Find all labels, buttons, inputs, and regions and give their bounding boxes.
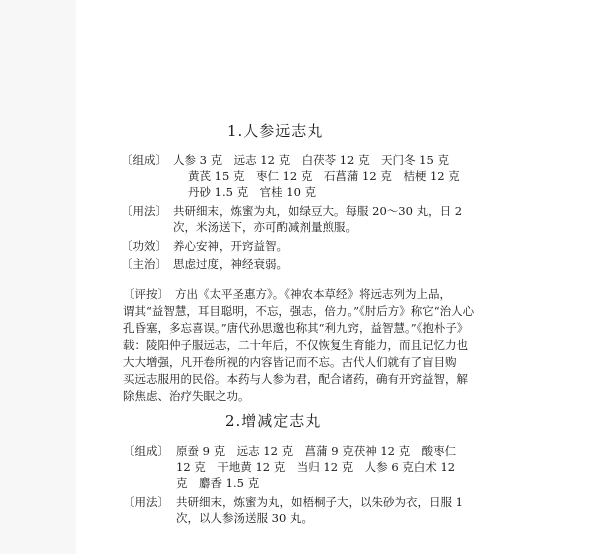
formula2-composition-line: 原蚕 9 克 远志 12 克 菖蒲 9 克茯神 12 克 酸枣仁: [176, 444, 457, 458]
formula1-composition-label: 〔组成〕: [121, 153, 167, 167]
formula1-title: 1.人参远志丸: [227, 122, 324, 140]
commentary-line: 大大增强，凡开卷所视的内容皆记而不忘。古代人们就有了盲目购: [123, 355, 457, 369]
formula1-effect-label: 〔功效〕: [121, 239, 167, 253]
formula1-indication-text: 思虑过度，神经衰弱。: [173, 257, 288, 271]
formula1-composition-line: 人参 3 克 远志 12 克 白茯苓 12 克 天门冬 15 克: [173, 153, 449, 167]
formula1-indication-label: 〔主治〕: [121, 257, 167, 271]
formula1-commentary-label: 〔评按〕: [123, 287, 169, 301]
formula2-usage-label: 〔用法〕: [123, 495, 169, 509]
formula2-composition-line: 克 麝香 1.5 克: [176, 476, 260, 490]
commentary-line: 孔昏塞，多忘喜误。”唐代孙思邈也称其“利九窍，益智慧。”《抱朴子》: [123, 321, 469, 335]
commentary-line: 载：陵阳仲子服远志，二十年后，不仅恢复生育能力，而且记忆力也: [123, 338, 468, 352]
formula2-composition-label: 〔组成〕: [123, 444, 169, 458]
formula1-usage-line: 次，米汤送下，亦可酌减剂量煎服。: [173, 220, 357, 234]
commentary-line: 方出《太平圣惠方》。《神农本草经》将远志列为上品，: [175, 287, 451, 301]
commentary-line: 除焦虑、治疗失眠之功。: [123, 389, 250, 403]
left-margin: [0, 0, 76, 554]
formula2-usage-line: 次，以人参汤送服 30 丸。: [176, 511, 313, 525]
commentary-line: 买远志服用的民俗。本药与人参为君，配合诸药，确有开窍益智，解: [123, 372, 468, 386]
formula1-usage-line: 共研细末，炼蜜为丸，如绿豆大。每服 20～30 丸，日 2: [173, 204, 463, 218]
formula2-title: 2.增减定志丸: [225, 412, 322, 430]
formula1-composition-line: 黄芪 15 克 枣仁 12 克 石菖蒲 12 克 桔梗 12 克: [188, 169, 460, 183]
formula2-composition-line: 12 克 干地黄 12 克 当归 12 克 人参 6 克白术 12: [176, 460, 456, 474]
commentary-line: 谓其“益智慧，耳目聪明，不忘，强志，倍力。”《肘后方》称它“治人心: [123, 304, 475, 318]
formula1-composition-line: 丹砂 1.5 克 官桂 10 克: [188, 185, 317, 199]
formula1-effect-text: 养心安神，开窍益智。: [173, 239, 288, 253]
formula2-usage-line: 共研细末，炼蜜为丸，如梧桐子大，以朱砂为衣，日服 1: [176, 495, 463, 509]
formula1-usage-label: 〔用法〕: [121, 204, 167, 218]
